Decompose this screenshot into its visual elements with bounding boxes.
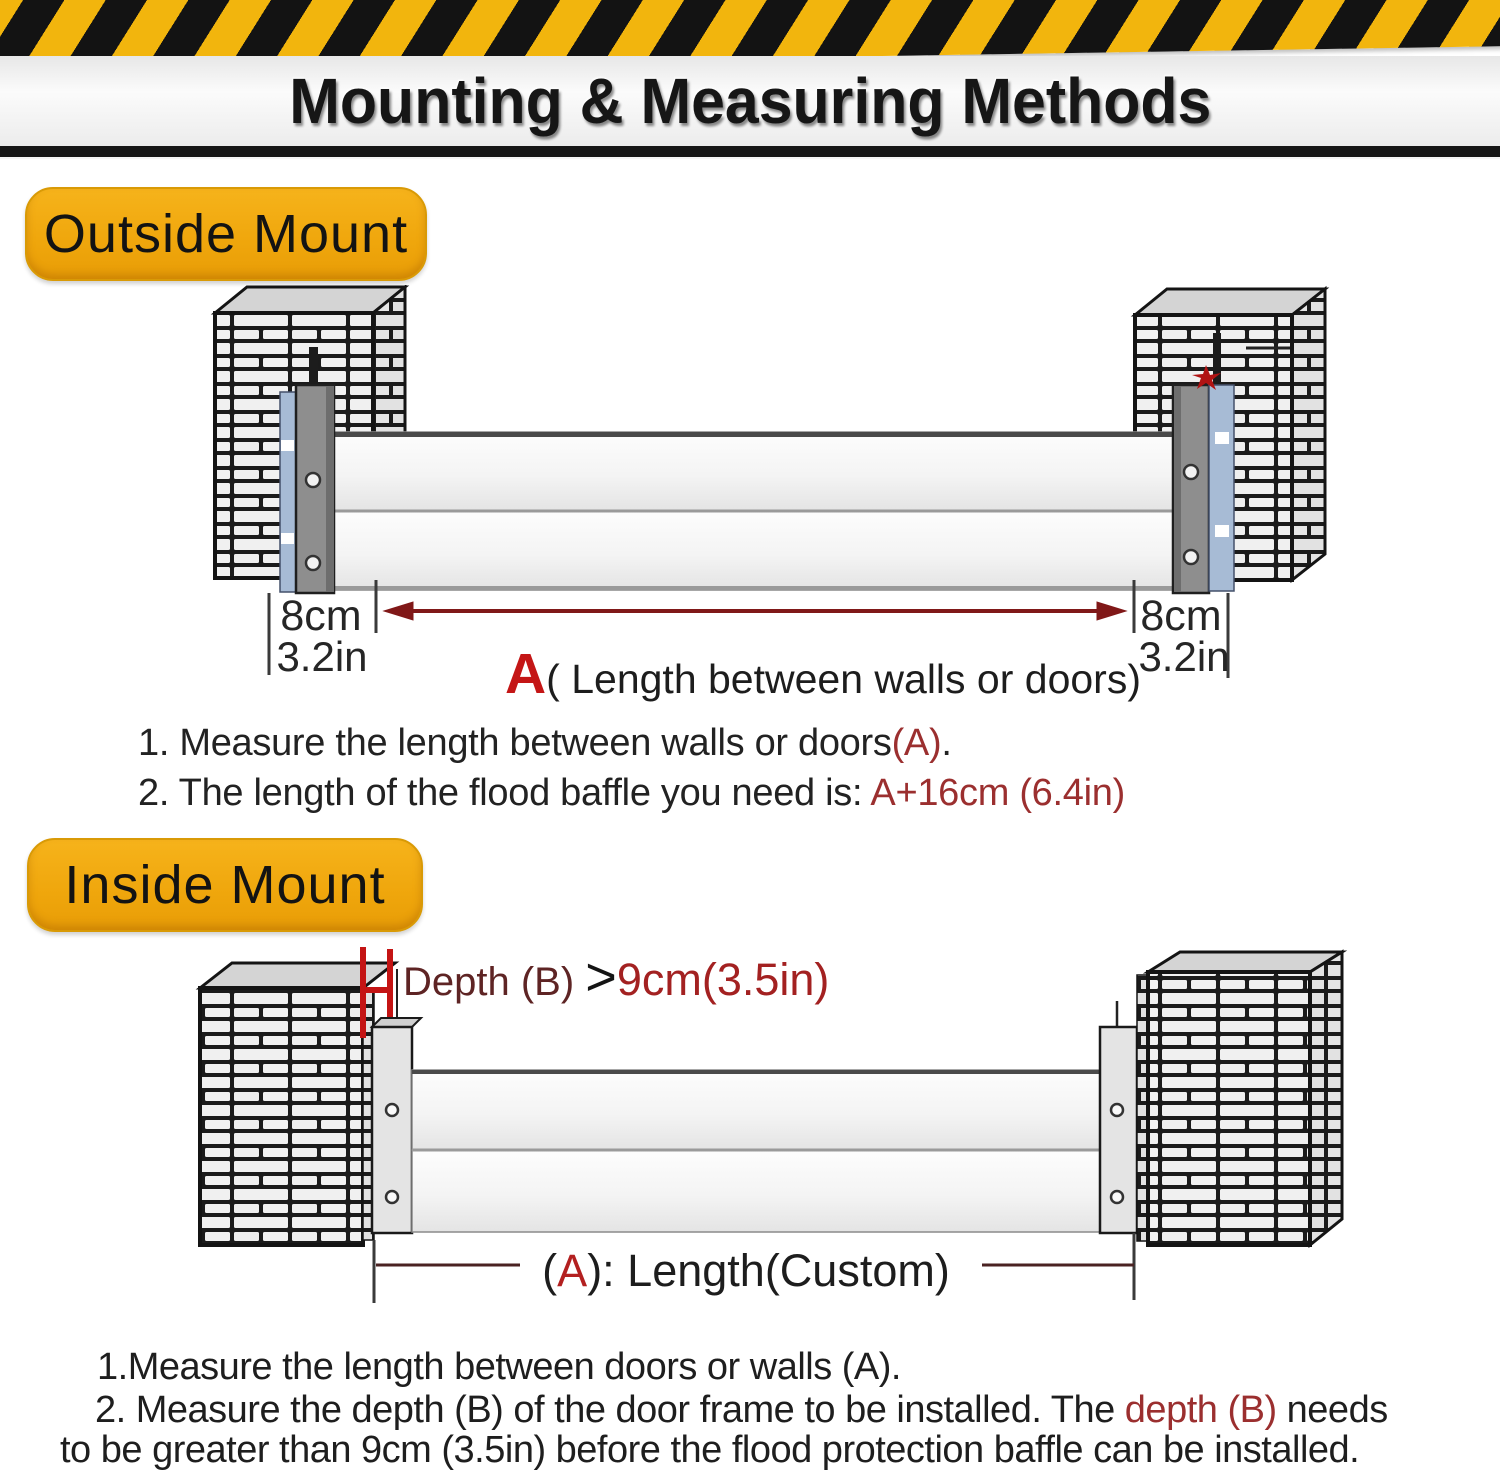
screw-hole — [1184, 550, 1198, 564]
step-highlight: A+16cm (6.4in) — [870, 772, 1125, 814]
measurement-arrow — [384, 602, 1126, 620]
outside-step-2 — [138, 768, 1125, 818]
inside-mount-badge-label: Inside Mount — [64, 855, 386, 915]
left-8cm-label: 8cm — [280, 592, 362, 640]
inside-mount-diagram — [0, 935, 1500, 1310]
step-text: 1. Measure the length between walls or doors — [138, 722, 892, 764]
title-band — [0, 56, 1500, 146]
mounting-bracket-left — [280, 385, 334, 593]
screw-hole — [306, 473, 320, 487]
right-brick-pillar — [1137, 952, 1342, 1245]
right-3-2in-label: 3.2in — [1138, 633, 1230, 680]
screw-hole — [1111, 1104, 1123, 1116]
step-highlight: depth (B) — [1124, 1389, 1277, 1431]
screw-hole — [1184, 465, 1198, 479]
seal-strip-right — [1209, 385, 1234, 591]
seal-strip-left — [280, 392, 296, 592]
divider-bar — [0, 146, 1500, 159]
screw-hole — [386, 1191, 398, 1203]
bracket-slot — [309, 347, 318, 385]
screw-hole — [306, 556, 320, 570]
step-text: needs — [1276, 1389, 1388, 1431]
inside-step-2-cont — [60, 1429, 1359, 1472]
right-8cm-label: 8cm — [1140, 592, 1222, 640]
inside-step-1 — [97, 1346, 901, 1389]
mounting-bracket-right — [1173, 365, 1234, 593]
screw-hole — [1111, 1191, 1123, 1203]
length-custom-label: (A): Length(Custom) — [542, 1245, 950, 1296]
step-highlight: (A) — [891, 722, 942, 764]
span-a-label: A( Length between walls or doors) — [505, 642, 1141, 706]
depth-label: Depth (B) >9cm(3.5in) — [403, 947, 830, 1007]
left-3-2in-label: 3.2in — [276, 633, 368, 680]
outside-mount-badge-label: Outside Mount — [43, 204, 409, 264]
step-text: . — [941, 722, 952, 764]
flood-barrier-panels — [333, 432, 1175, 590]
outside-mount-diagram — [0, 285, 1500, 715]
inside-step-2 — [95, 1389, 1388, 1432]
mounting-bracket-right — [1100, 1001, 1137, 1233]
measurement-inside — [374, 1233, 1134, 1303]
step-text: 1.Measure the length between doors or walls (A). — [97, 1346, 901, 1388]
inside-mount-badge — [27, 838, 423, 932]
outside-mount-steps — [138, 718, 1125, 818]
step-text: 2. Measure the depth (B) of the door frame to be installed. The — [95, 1389, 1125, 1431]
step-text: to be greater than 9cm (3.5in) before the flood protection baffle can be installed. — [60, 1429, 1360, 1471]
flood-barrier-panels — [412, 1070, 1100, 1232]
screw-hole — [386, 1104, 398, 1116]
step-text: 2. The length of the flood baffle you need is: — [138, 772, 871, 814]
outside-step-1 — [138, 718, 1125, 768]
outside-mount-badge — [25, 187, 427, 281]
page-title: Mounting & Measuring Methods — [288, 65, 1212, 137]
